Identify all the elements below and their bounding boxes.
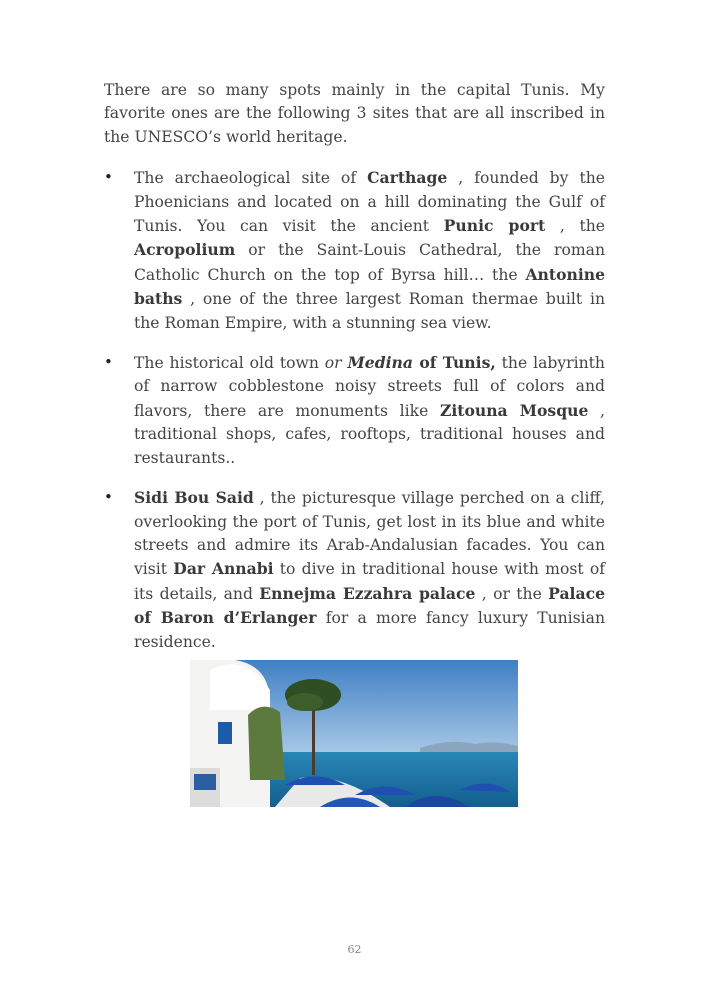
sidi-bou-said-label: Sidi Bou Said: [134, 488, 254, 508]
dar-annabi-label: Dar Annabi: [173, 559, 274, 579]
sites-list: [104, 166, 605, 654]
list-item-medina: • The historical old town or Medina of Tunis, the labyrinth of narrow cobblestone noisy streets full of colors and flavors, there are monuments like Zitouna Mosque , traditional shops, cafes, rooftops, traditional houses and restaurants..: [104, 353, 605, 467]
medina-label: Medina: [347, 353, 413, 373]
acropolium-label: Acropolium: [134, 240, 236, 260]
ennejma-ezzahra-label: Ennejma Ezzahra palace: [259, 583, 476, 603]
carthage-label: Carthage: [367, 168, 448, 188]
page-number: 62: [347, 943, 362, 956]
baron-erlanger-label: Palace of Baron d’Erlanger: [134, 583, 605, 628]
punic-port-label: Punic port: [443, 216, 546, 236]
page-body: [104, 79, 605, 670]
intro-paragraph: There are so many spots mainly in the capital Tunis. My favorite ones are the following 3 sites that are all inscribed in the UNESCO’s world heritage.: [104, 81, 605, 146]
bullet-icon: •: [104, 353, 113, 372]
zitouna-mosque-label: Zitouna Mosque: [439, 400, 589, 420]
bullet-icon: •: [104, 168, 113, 187]
list-item-sidi-bou-said: • Sidi Bou Said , the picturesque village perched on a cliff, overlooking the port of Tunis, get lost in its blue and white streets and admire its Arab-Andalusian facades. You can visit Dar Annabi to dive in traditional house with most of its details, and Ennejma Ezzahra palace , or the Palace of Baron d’Erlanger for a more fancy luxury Tunisian residence.: [104, 488, 605, 651]
antonine-baths-label: Antonine baths: [134, 264, 605, 309]
list-item-carthage: • The archaeological site of Carthage , founded by the Phoenicians and located on a hill dominating the Gulf of Tunis. You can visit the ancient Punic port , the Acropolium or the Saint-Louis Cathedral, the roman Catholic Church on the top of Byrsa hill… the Antonine baths , one of the three largest Roman thermae built in the Roman Empire, with a stunning sea view.: [104, 168, 605, 332]
of-tunis-label: of Tunis,: [412, 353, 496, 373]
bullet-icon: •: [104, 488, 113, 507]
sidi-bou-said-photo: [190, 660, 518, 807]
